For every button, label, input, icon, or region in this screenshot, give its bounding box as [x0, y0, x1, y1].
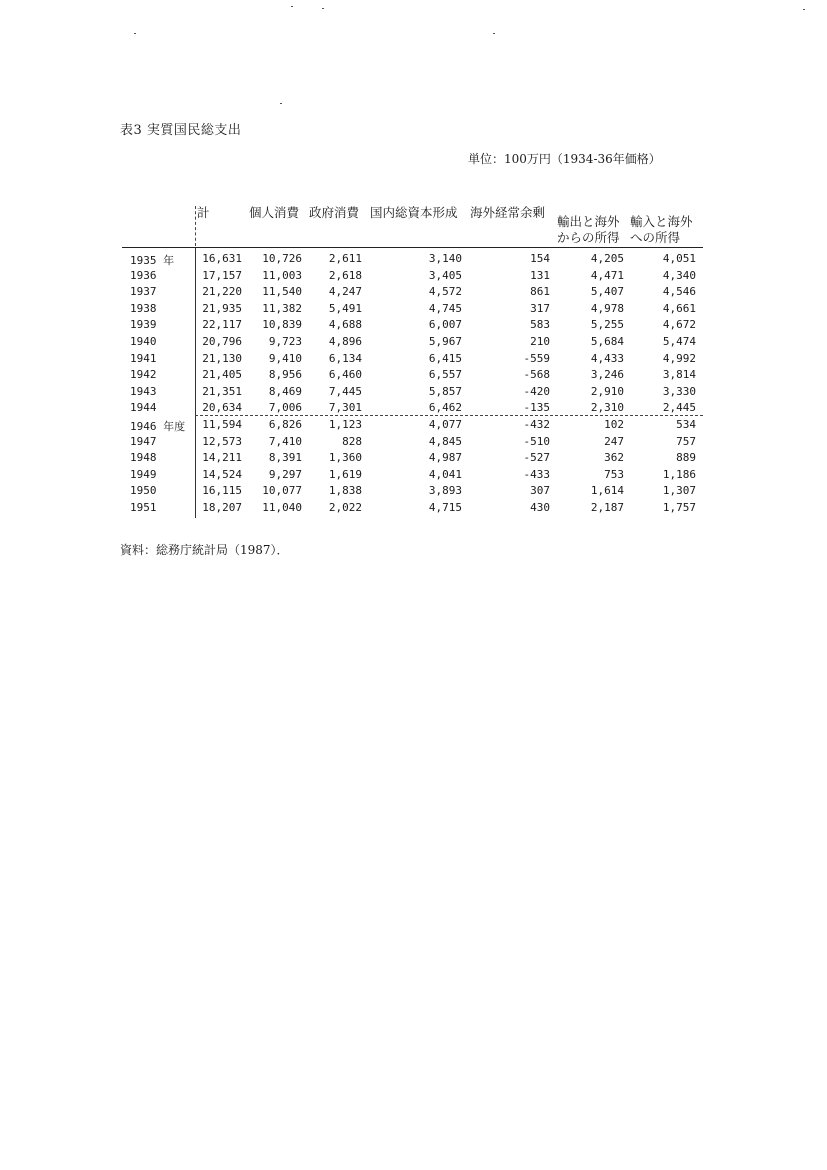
cell-government: 7,301: [328, 401, 362, 415]
header-rule: [122, 247, 703, 248]
table-row: [0, 466, 827, 483]
cell-personal: 9,297: [268, 467, 302, 481]
table-row: [0, 350, 827, 367]
cell-personal: 11,540: [262, 285, 302, 299]
cell-imports: 4,992: [662, 351, 696, 365]
cell-label: 1951: [130, 501, 157, 514]
cell-exports: 5,684: [590, 335, 624, 348]
cell-capital: 4,715: [428, 501, 462, 514]
cell-imports: 2,445: [662, 401, 696, 415]
cell-government: 4,247: [328, 285, 362, 299]
header-divider: [195, 206, 196, 246]
cell-exports: 2,910: [590, 384, 624, 398]
cell-capital: 4,572: [428, 285, 462, 299]
cell-label: 1943: [130, 384, 157, 398]
cell-foreign: -527: [523, 451, 550, 465]
cell-imports: 5,474: [662, 335, 696, 348]
cell-label: 1950: [130, 484, 157, 498]
header-imports-line1: 輸入と海外: [630, 214, 693, 229]
cell-personal: 8,956: [268, 368, 302, 382]
cell-personal: 10,726: [262, 252, 302, 265]
cell-exports: 102: [604, 418, 624, 431]
cell-capital: 4,987: [428, 451, 462, 465]
cell-exports: 1,614: [590, 484, 624, 498]
cell-government: 6,460: [328, 368, 362, 382]
cell-exports: 3,246: [590, 368, 624, 382]
cell-label: 1940: [130, 335, 157, 348]
cell-imports: 4,051: [662, 252, 696, 265]
cell-government: 4,896: [328, 335, 362, 348]
cell-label: 1937: [130, 285, 157, 299]
cell-label: 1942: [130, 368, 157, 382]
table-row: [0, 267, 827, 284]
cell-capital: 3,140: [428, 252, 462, 265]
cell-label: 1935 年: [130, 254, 175, 267]
cell-label: 1941: [130, 351, 157, 365]
cell-imports: 534: [676, 418, 696, 431]
cell-personal: 6,826: [268, 418, 302, 431]
cell-capital: 3,405: [428, 268, 462, 282]
cell-government: 7,445: [328, 384, 362, 398]
cell-government: 2,618: [328, 268, 362, 282]
cell-government: 1,838: [328, 484, 362, 498]
cell-total: 18,207: [202, 501, 242, 514]
header-personal: 個人消費: [249, 205, 300, 220]
table-row: [0, 300, 827, 317]
cell-imports: 4,546: [662, 285, 696, 299]
cell-personal: 9,410: [268, 351, 302, 365]
table-row: [0, 399, 827, 416]
cell-foreign: 154: [530, 252, 550, 265]
cell-total: 21,220: [202, 285, 242, 299]
cell-capital: 6,415: [428, 351, 462, 365]
cell-government: 1,619: [328, 467, 362, 481]
cell-imports: 1,186: [662, 467, 696, 481]
cell-total: 12,573: [202, 434, 242, 448]
cell-foreign: 307: [530, 484, 550, 498]
cell-imports: 757: [676, 434, 696, 448]
cell-personal: 8,391: [268, 451, 302, 465]
table-row: [0, 383, 827, 400]
cell-capital: 6,462: [428, 401, 462, 415]
cell-total: 14,211: [202, 451, 242, 465]
cell-label: 1936: [130, 268, 157, 282]
cell-label: 1948: [130, 451, 157, 465]
scan-speck: [322, 8, 324, 9]
cell-personal: 7,410: [268, 434, 302, 448]
cell-personal: 8,469: [268, 384, 302, 398]
cell-foreign: 430: [530, 501, 550, 514]
cell-personal: 11,003: [262, 268, 302, 282]
cell-capital: 3,893: [428, 484, 462, 498]
cell-capital: 4,745: [428, 301, 462, 315]
cell-capital: 6,007: [428, 318, 462, 332]
cell-personal: 10,077: [262, 484, 302, 498]
cell-exports: 247: [604, 434, 624, 448]
cell-exports: 4,471: [590, 268, 624, 282]
cell-total: 21,405: [202, 368, 242, 382]
cell-personal: 9,723: [268, 335, 302, 348]
source-note: 資料：総務庁統計局（1987）．: [120, 543, 289, 557]
cell-government: 4,688: [328, 318, 362, 332]
header-foreign: 海外経常余剰: [470, 205, 546, 220]
cell-foreign: -568: [523, 368, 550, 382]
scan-speck: [291, 6, 293, 7]
cell-foreign: 861: [530, 285, 550, 299]
cell-foreign: 131: [530, 268, 550, 282]
table-row: [0, 250, 827, 267]
cell-imports: 3,814: [662, 368, 696, 382]
table-row: [0, 433, 827, 450]
cell-government: 2,022: [328, 501, 362, 514]
cell-personal: 11,040: [262, 501, 302, 514]
scan-speck: [280, 103, 282, 104]
cell-total: 11,594: [202, 418, 242, 431]
header-total: 計: [197, 205, 210, 220]
table-title: 表3 実質国民総支出: [120, 123, 242, 138]
scan-speck: [493, 33, 495, 34]
cell-exports: 753: [604, 467, 624, 481]
cell-foreign: 583: [530, 318, 550, 332]
cell-label: 1947: [130, 434, 157, 448]
cell-government: 828: [342, 434, 362, 448]
cell-personal: 10,839: [262, 318, 302, 332]
cell-total: 21,351: [202, 384, 242, 398]
cell-exports: 2,187: [590, 501, 624, 514]
cell-label: 1939: [130, 318, 157, 332]
cell-total: 14,524: [202, 467, 242, 481]
cell-total: 21,935: [202, 301, 242, 315]
cell-capital: 5,857: [428, 384, 462, 398]
cell-capital: 6,557: [428, 368, 462, 382]
cell-foreign: 317: [530, 301, 550, 315]
table-row: [0, 482, 827, 499]
header-exports: [557, 214, 620, 246]
cell-government: 1,360: [328, 451, 362, 465]
cell-government: 6,134: [328, 351, 362, 365]
cell-label: 1938: [130, 301, 157, 315]
table-row: [0, 449, 827, 466]
cell-total: 17,157: [202, 268, 242, 282]
cell-imports: 4,672: [662, 318, 696, 332]
cell-capital: 4,077: [428, 418, 462, 431]
cell-total: 20,634: [202, 401, 242, 415]
scan-speck: [134, 33, 136, 34]
cell-foreign: -420: [523, 384, 550, 398]
header-imports: [630, 214, 693, 246]
cell-foreign: -559: [523, 351, 550, 365]
cell-label: 1949: [130, 467, 157, 481]
cell-imports: 4,661: [662, 301, 696, 315]
table-row: [0, 333, 827, 350]
cell-total: 22,117: [202, 318, 242, 332]
unit-note: 単位：100万円（1934-36年価格）: [468, 152, 661, 166]
cell-exports: 362: [604, 451, 624, 465]
cell-foreign: 210: [530, 335, 550, 348]
cell-capital: 5,967: [428, 335, 462, 348]
scan-speck: [803, 9, 805, 10]
cell-exports: 2,310: [590, 401, 624, 415]
cell-government: 2,611: [328, 252, 362, 265]
cell-total: 16,631: [202, 252, 242, 265]
cell-exports: 4,205: [590, 252, 624, 265]
cell-imports: 4,340: [662, 268, 696, 282]
cell-imports: 1,307: [662, 484, 696, 498]
cell-total: 21,130: [202, 351, 242, 365]
table-row: [0, 283, 827, 300]
header-imports-line2: への所得: [630, 230, 681, 245]
cell-total: 16,115: [202, 484, 242, 498]
cell-imports: 3,330: [662, 384, 696, 398]
cell-capital: 4,845: [428, 434, 462, 448]
cell-exports: 5,255: [590, 318, 624, 332]
cell-foreign: -432: [523, 418, 550, 431]
table-row: [0, 366, 827, 383]
cell-label: 1946 年度: [130, 420, 186, 433]
cell-personal: 7,006: [268, 401, 302, 415]
cell-exports: 4,978: [590, 301, 624, 315]
cell-exports: 4,433: [590, 351, 624, 365]
cell-label: 1944: [130, 401, 157, 415]
header-capital: 国内総資本形成: [370, 205, 458, 220]
cell-foreign: -510: [523, 434, 550, 448]
cell-exports: 5,407: [590, 285, 624, 299]
cell-capital: 4,041: [428, 467, 462, 481]
cell-total: 20,796: [202, 335, 242, 348]
cell-personal: 11,382: [262, 301, 302, 315]
table-row: [0, 416, 827, 433]
table-row: [0, 316, 827, 333]
cell-imports: 889: [676, 451, 696, 465]
header-exports-line2: からの所得: [557, 230, 620, 245]
header-exports-line1: 輸出と海外: [557, 214, 620, 229]
cell-government: 1,123: [328, 418, 362, 431]
cell-government: 5,491: [328, 301, 362, 315]
cell-imports: 1,757: [662, 501, 696, 514]
cell-foreign: -135: [523, 401, 550, 415]
header-government: 政府消費: [309, 205, 360, 220]
cell-foreign: -433: [523, 467, 550, 481]
table-row: [0, 499, 827, 516]
